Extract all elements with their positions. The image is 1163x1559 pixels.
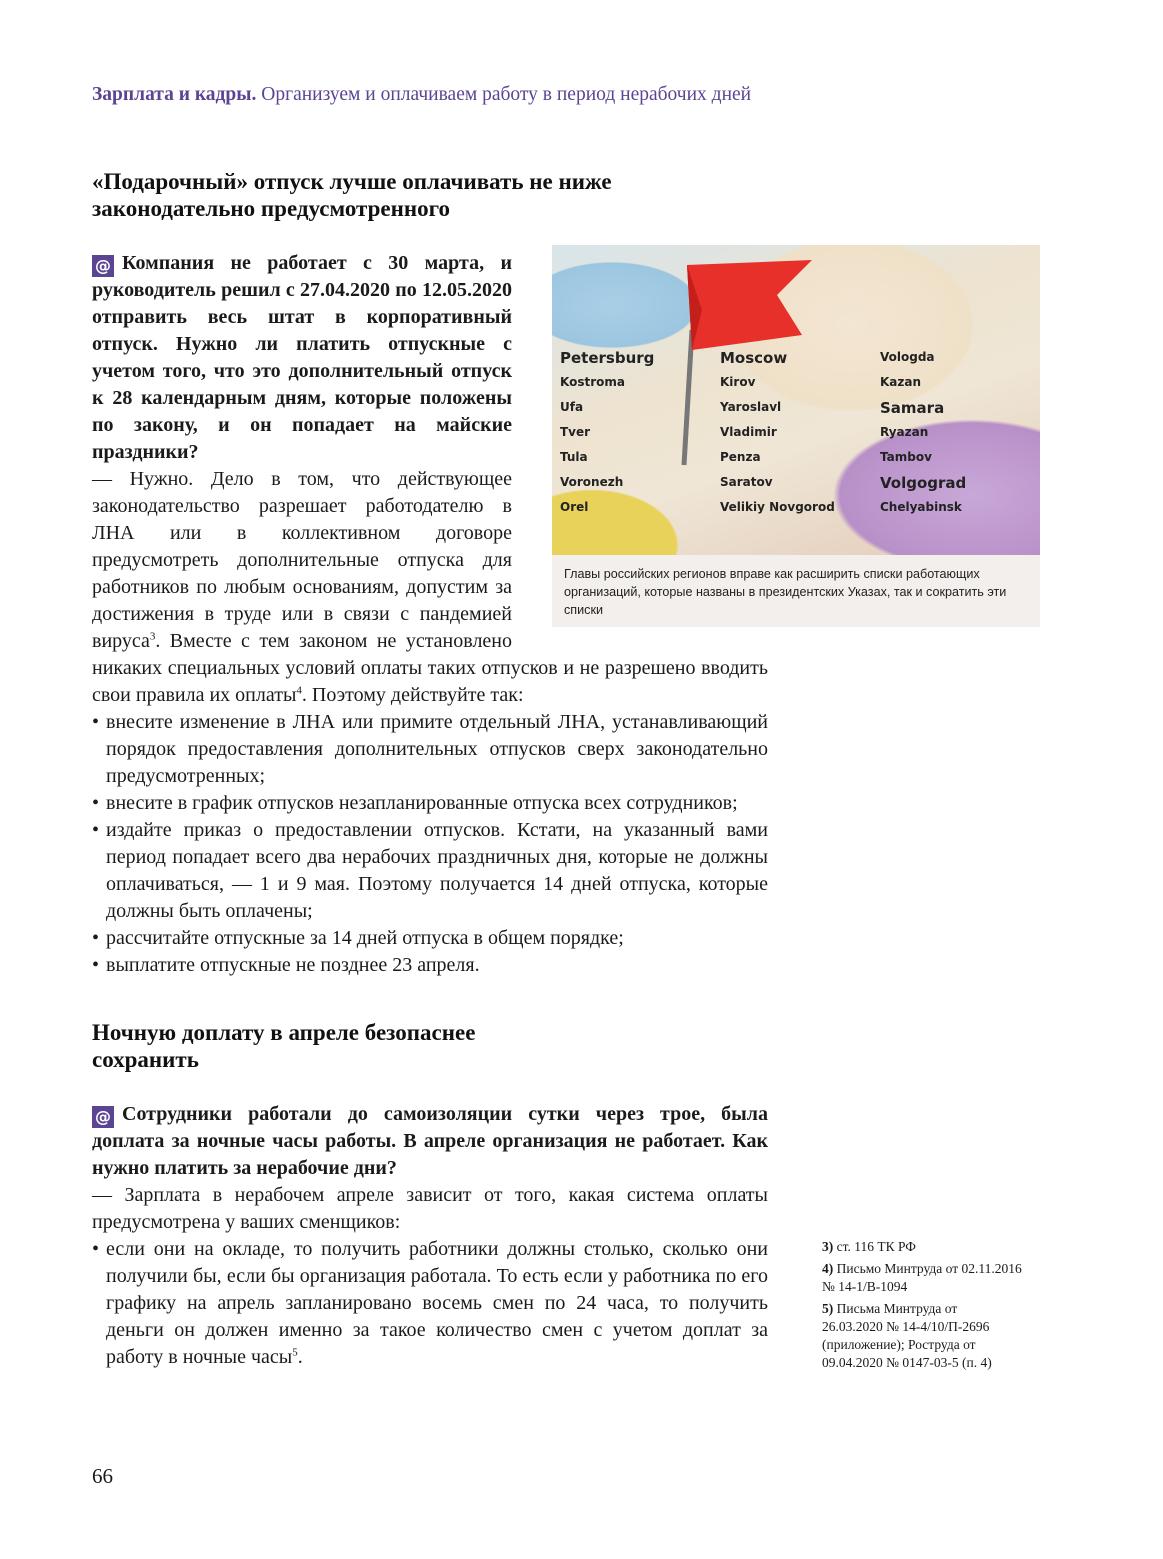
at-icon: @ (92, 1106, 114, 1128)
footnote-ref: 5 (292, 1346, 298, 1359)
heading-line: законодательно предусмотренного (92, 196, 450, 221)
footnote (822, 1260, 1022, 1296)
red-flag-pin-icon (662, 250, 822, 470)
answer-2: — Зарплата в нерабочем апреле зависит от того, какая система оплаты предусмотрена у ваших сменщиков: (92, 1184, 768, 1233)
heading-line: Ночную доплату в апреле безопаснее (92, 1020, 476, 1045)
map-label: Tula (560, 450, 588, 464)
map-label: Vladimir (720, 425, 777, 439)
answer-text: . Вместе с тем законом не установлено никаких специальных условий оплаты таких отпусков и не разрешено вводить свои правила их оплаты (92, 630, 768, 706)
figure (552, 245, 1040, 627)
list-item: • издайте приказ о предоставлении отпусков. Кстати, на указанный вами период попадает всего два нерабочих праздничных дня, которые не должны оплачиваться, — 1 и 9 мая. Поэтому получается 14 дней отпуска, которые должны быть оплачены; (92, 817, 768, 925)
map-label: Velikiy Novgorod (720, 500, 835, 514)
answer-text: — Нужно. Дело в том, что действующее законодательство разрешает работодателю в ЛНА или в коллективном договоре предусмотреть дополнительные отпуска для работников по любым основаниям, допустим за достижения в труде или в связи с пандемией вируса (92, 468, 512, 652)
steps-list (92, 709, 768, 979)
map-label: Samara (880, 399, 945, 417)
page-number: 66 (92, 1464, 113, 1488)
figure-caption: Главы российских регионов вправе как расширить списки работающих организаций, которые названы в президентских Указах, так и сократить эти списки (552, 555, 1040, 627)
article2-heading (92, 1019, 768, 1073)
map-label: Vologda (880, 350, 935, 364)
map-label: Petersburg (560, 349, 655, 367)
footnote-number: 3) (822, 1239, 834, 1254)
map-label: Volgograd (880, 474, 967, 492)
footnote (822, 1300, 1007, 1372)
footnote-number: 5) (822, 1301, 834, 1316)
article1-heading (92, 168, 768, 222)
map-label: Tambov (880, 450, 932, 464)
map-label: Saratov (720, 475, 773, 489)
map-label: Voronezh (560, 475, 624, 489)
heading-line: «Подарочный» отпуск лучше оплачивать не ниже (92, 169, 612, 194)
list-item-text: если они на окладе, то получить работники должны столько, сколько они получили бы, если бы организация работала. То есть если у работника по его графику на апрель запланировано восемь смен по 24 часа, то получить деньги он должен именно за такое количество смен с учетом доплат за работу в ночные часы (106, 1238, 768, 1368)
map-label: Ryazan (880, 425, 929, 439)
list-item: • рассчитайте отпускные за 14 дней отпуска в общем порядке; (92, 925, 768, 952)
list-item: • выплатите отпускные не позднее 23 апреля. (92, 952, 768, 979)
map-label: Kirov (720, 375, 756, 389)
answer-text: . Поэтому действуйте так: (301, 684, 524, 706)
question-2 (92, 1101, 768, 1182)
footnote-text: ст. 116 ТК РФ (836, 1239, 916, 1254)
footnote-ref: 3 (149, 630, 156, 643)
map-label: Orel (560, 500, 589, 514)
question-text: Сотрудники работали до самоизоляции сутки через трое, была доплата за ночные часы работы. В апреле организация не работает. Как нужно платить за нерабочие дни? (92, 1103, 768, 1179)
footnote-text: Письмо Минтруда от 02.11.2016 № 14-1/В-1094 (822, 1261, 1022, 1294)
footnote-ref: 4 (296, 684, 302, 697)
section-title: Организуем и оплачиваем работу в период нерабочих дней (261, 84, 752, 105)
list-item (92, 1236, 768, 1371)
map-label: Yaroslavl (720, 400, 782, 414)
at-icon: @ (92, 255, 114, 277)
footnotes (822, 1238, 1042, 1376)
map-photo (552, 245, 1040, 555)
map-label: Kostroma (560, 375, 625, 389)
footnote-number: 4) (822, 1261, 834, 1276)
map-label: Moscow (720, 349, 788, 367)
question-text: Компания не работает с 30 марта, и руководитель решил с 27.04.2020 по 12.05.2020 отправить весь штат в корпоративный отпуск. Нужно ли платить отпускные с учетом того, что это дополнительный отпуск к 28 календарным дням, которые положены по закону, и он попадает на майские праздники? (92, 252, 512, 463)
running-header (92, 84, 751, 106)
heading-line: сохранить (92, 1047, 199, 1072)
map-label: Penza (720, 450, 761, 464)
map-label: Chelyabinsk (880, 500, 962, 514)
footnote (822, 1238, 1042, 1256)
list-item: • внесите изменение в ЛНА или примите отдельный ЛНА, устанавливающий порядок предоставления дополнительных отпусков сверх законодательно предусмотренных; (92, 709, 768, 790)
pay-list (92, 1236, 768, 1371)
map-label: Ufa (560, 400, 584, 414)
map-label: Kazan (880, 375, 922, 389)
map-label: Tver (560, 425, 591, 439)
footnote-text: Письма Минтруда от 26.03.2020 № 14-4/10/П-2696 (приложение); Роструда от 09.04.2020 № 0147-03-5 (п. 4) (822, 1301, 992, 1370)
list-item-text: . (297, 1346, 303, 1368)
section-name: Зарплата и кадры. (92, 84, 257, 105)
list-item: • внесите в график отпусков незапланированные отпуска всех сотрудников; (92, 790, 768, 817)
